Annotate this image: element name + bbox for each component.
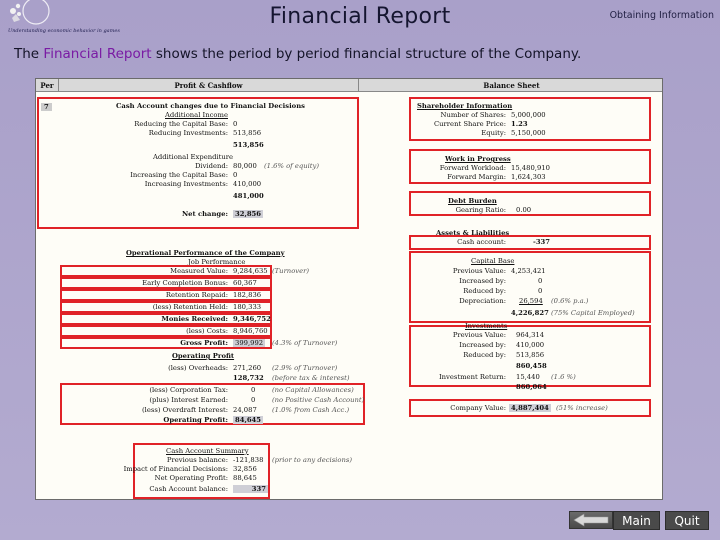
shares-label: Number of Shares: <box>440 111 506 119</box>
corporation-tax-note: (no Capital Allowances) <box>272 386 354 394</box>
profit-before-tax-value: 128,732 <box>233 374 264 382</box>
cash-prev-label: Previous balance: <box>166 456 228 464</box>
overdraft-interest-note: (1.0% from Cash Acc.) <box>272 406 350 414</box>
retention-held-label: (less) Retention Held: <box>152 303 228 311</box>
capital-reduce-label: Reduced by: <box>463 287 506 295</box>
cash-summary-title: Cash Account Summary <box>166 447 249 455</box>
assets-title: Assets & Liabilities <box>436 229 510 237</box>
increase-investments-value: 410,000 <box>233 180 262 188</box>
period-number: 7 <box>41 103 52 111</box>
gross-profit-label: Gross Profit: <box>180 339 228 347</box>
investment-return-value: 15,440 <box>516 373 540 381</box>
cash-account-value: -337 <box>533 238 551 246</box>
investments-increase-label: Increased by: <box>459 341 506 349</box>
increase-investments-label: Increasing Investments: <box>144 180 228 188</box>
measured-value: 9,284,635 <box>233 267 268 275</box>
investments-reduce-label: Reduced by: <box>463 351 506 359</box>
early-bonus-value: 60,367 <box>233 279 257 287</box>
investments-reduce-value: 513,856 <box>516 351 545 359</box>
operating-profit-label: Operating Profit: <box>163 416 228 424</box>
capital-reduce-value: 0 <box>538 287 543 295</box>
share-price-value: 1.23 <box>511 120 528 128</box>
forward-workload-label: Forward Workload: <box>439 164 506 172</box>
reduce-capital-value: 0 <box>233 120 238 128</box>
expenditure-total: 481,000 <box>233 192 264 200</box>
equity-value: 5,150,000 <box>511 129 546 137</box>
equity-label: Equity: <box>481 129 506 137</box>
arrow-icon <box>570 512 612 528</box>
capital-increase-label: Increased by: <box>459 277 506 285</box>
income-subtotal: 513,856 <box>233 141 264 149</box>
intro-highlight: Financial Report <box>43 46 152 62</box>
overheads-value: 271,260 <box>233 364 262 372</box>
cash-prev-value: -121,838 <box>233 456 264 464</box>
cash-account-label: Cash account: <box>457 238 506 246</box>
share-price-label: Current Share Price: <box>433 120 506 128</box>
corporation-tax-label: (less) Corporation Tax: <box>149 386 228 394</box>
investments-increase-value: 410,000 <box>516 341 545 349</box>
investment-return-label: Investment Return: <box>438 373 506 381</box>
retention-repaid-label: Retention Repaid: <box>165 291 228 299</box>
gross-profit-note: (4.3% of Turnover) <box>272 339 338 347</box>
measured-note: (Turnover) <box>272 267 310 275</box>
investments-current-value: 860,458 <box>516 362 547 370</box>
debt-title: Debt Burden <box>448 197 497 205</box>
overheads-label: (less) Overheads: <box>168 364 228 372</box>
logo-icon <box>4 0 62 40</box>
tagline: Understanding economic behavior in games <box>8 28 120 34</box>
dividend-note: (1.6% of equity) <box>264 162 319 170</box>
depreciation-note: (0.6% p.a.) <box>551 297 589 305</box>
overheads-note: (2.9% of Turnover) <box>272 364 338 372</box>
retention-repaid-value: 182,836 <box>233 291 262 299</box>
early-bonus-label: Early Completion Bonus: <box>142 279 228 287</box>
gearing-value: 0.00 <box>516 206 532 214</box>
corporation-tax-value: 0 <box>251 386 256 394</box>
net-operating-profit-label: Net Operating Profit: <box>154 474 228 482</box>
page-title: Financial Report <box>269 4 451 29</box>
forward-workload-value: 15,480,910 <box>511 164 550 172</box>
company-value-note: (51% increase) <box>556 404 608 412</box>
interest-earned-note: (no Positive Cash Account) <box>272 396 365 404</box>
cash-balance-value: 337 <box>233 485 268 493</box>
quit-button[interactable]: Quit <box>665 511 709 530</box>
gross-profit-value: 399,992 <box>235 339 264 347</box>
reduce-investments-value: 513,856 <box>233 129 262 137</box>
costs-label: (less) Costs: <box>186 327 228 335</box>
interest-earned-label: (plus) Interest Earned: <box>149 396 228 404</box>
company-value-label: Company Value: <box>450 404 506 412</box>
increase-capital-value: 0 <box>233 171 238 179</box>
cash-prev-note: (prior to any decisions) <box>272 456 352 464</box>
capital-prev-value: 4,253,421 <box>511 267 546 275</box>
back-arrow-button[interactable] <box>569 511 613 529</box>
dividend-label: Dividend: <box>194 162 228 170</box>
measured-value-label: Measured Value: <box>170 267 228 275</box>
net-change-value: 32,856 <box>235 210 262 218</box>
monies-received-value: 9,346,752 <box>233 315 271 323</box>
depreciation-value: 26,594 <box>519 297 543 305</box>
intro-before: The <box>14 46 44 62</box>
costs-value: 8,946,760 <box>233 327 268 335</box>
reduce-capital-label: Reducing the Capital Base: <box>134 120 228 128</box>
add-income-label: Additional Income <box>165 111 228 119</box>
interest-earned-value: 0 <box>251 396 256 404</box>
cash-balance-label: Cash Account balance: <box>149 485 228 493</box>
capital-current-value: 4,226,827 <box>511 309 549 317</box>
shareholder-title: Shareholder Information <box>417 102 513 110</box>
profit-before-tax-note: (before tax & interest) <box>272 374 350 382</box>
financial-report-table <box>35 78 663 500</box>
forward-margin-label: Forward Margin: <box>447 173 506 181</box>
header-balance-sheet: Balance Sheet <box>358 79 663 92</box>
investment-return-note: (1.6 %) <box>551 373 576 381</box>
capital-current-note: (75% Capital Employed) <box>551 309 635 317</box>
overdraft-interest-label: (less) Overdraft Interest: <box>142 406 228 414</box>
reduce-investments-label: Reducing Investments: <box>148 129 228 137</box>
job-performance-label: Job Performance <box>188 258 246 266</box>
gearing-label: Gearing Ratio: <box>455 206 506 214</box>
header-per: Per <box>36 79 58 92</box>
impact-decisions-label: Impact of Financial Decisions: <box>123 465 228 473</box>
operating-profit-value: 84,645 <box>235 416 262 424</box>
ops-title: Operational Performance of the Company <box>126 249 285 257</box>
dividend-value: 80,000 <box>233 162 257 170</box>
investments-total-value: 860,064 <box>516 383 547 391</box>
operating-profit-heading: Operating Profit <box>172 352 235 360</box>
monies-received-label: Monies Received: <box>161 315 228 323</box>
investments-prev-value: 964,314 <box>516 331 545 339</box>
depreciation-label: Depreciation: <box>459 297 506 305</box>
capital-base-title: Capital Base <box>471 257 515 265</box>
retention-held-value: 180,333 <box>233 303 262 311</box>
company-value: 4,887,404 <box>511 404 549 412</box>
section-label: Obtaining Information <box>609 10 714 21</box>
investments-title: Investments <box>465 322 508 330</box>
wip-title: Work in Progress <box>445 155 511 163</box>
intro-after: shows the period by period financial structure of the Company. <box>151 46 582 62</box>
intro-text <box>14 46 714 62</box>
capital-increase-value: 0 <box>538 277 543 285</box>
shares-value: 5,000,000 <box>511 111 546 119</box>
net-operating-profit-value: 88,645 <box>233 474 257 482</box>
add-expenditure-label: Additional Expenditure <box>153 153 233 161</box>
increase-capital-label: Increasing the Capital Base: <box>130 171 228 179</box>
capital-prev-label: Previous Value: <box>452 267 506 275</box>
investments-prev-label: Previous Value: <box>452 331 506 339</box>
header <box>0 0 720 42</box>
cash-changes-title: Cash Account changes due to Financial Decisions <box>116 102 305 110</box>
impact-decisions-value: 32,856 <box>233 465 257 473</box>
header-profit-cashflow: Profit & Cashflow <box>58 79 358 92</box>
overdraft-interest-value: 24,087 <box>233 406 257 414</box>
net-change-label: Net change: <box>181 210 228 218</box>
forward-margin-value: 1,624,303 <box>511 173 546 181</box>
main-button[interactable]: Main <box>613 511 660 530</box>
